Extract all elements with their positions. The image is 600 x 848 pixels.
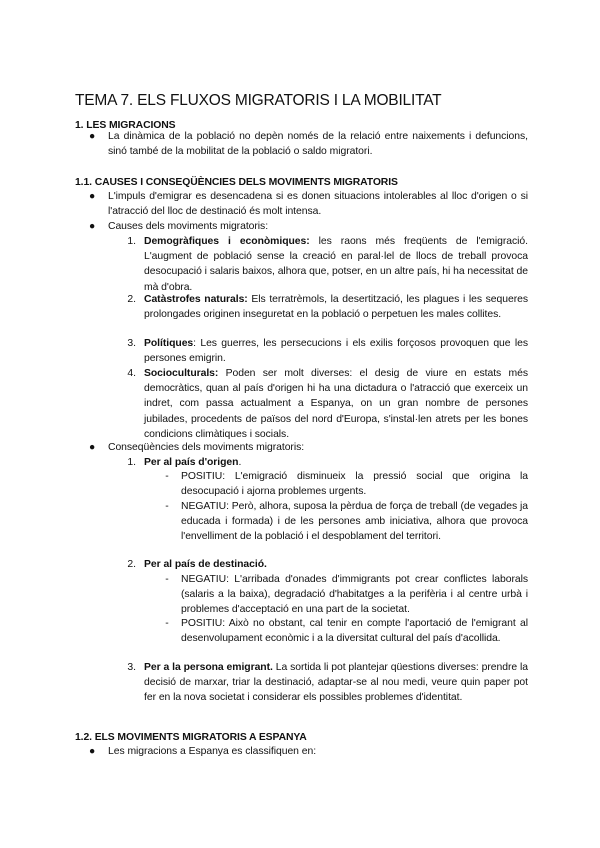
section-heading-espanya: 1.2. ELS MOVIMENTS MIGRATORIS A ESPANYA: [75, 732, 307, 743]
cause-title: Demogràfiques i econòmiques:: [144, 236, 310, 247]
consequence-title: Per al país de destinació.: [144, 559, 267, 570]
list-number: 3.: [127, 338, 136, 349]
bullet-icon: ●: [89, 746, 96, 757]
label-consequences: Conseqüències dels moviments migratoris:: [108, 442, 305, 453]
section-heading-causes: 1.1. CAUSES I CONSEQÜÈNCIES DELS MOVIMENTS MIGRATORIS: [75, 177, 398, 188]
list-number: 2.: [127, 294, 136, 305]
section-heading-migracions: 1. LES MIGRACIONS: [75, 120, 176, 131]
consequence-heading: [144, 557, 528, 572]
list-number: 1.: [127, 236, 136, 247]
paragraph-classifiquen: Les migracions a Espanya es classifiquen en:: [108, 746, 317, 757]
list-number: 2.: [127, 559, 136, 570]
dash-marker: -: [165, 501, 169, 512]
consequence-item: POSITIU: L'emigració disminueix la pressió social que origina la desocupació i ajorna problemes urgents.: [181, 471, 528, 498]
bullet-icon: ●: [89, 131, 96, 142]
list-number: 3.: [127, 662, 136, 673]
page-title: TEMA 7. ELS FLUXOS MIGRATORIS I LA MOBILITAT: [75, 92, 442, 109]
consequence-heading: [144, 455, 528, 470]
cause-title: Polítiques: [144, 338, 194, 349]
cause-item: [144, 292, 528, 322]
label-causes: Causes dels moviments migratoris:: [108, 221, 269, 232]
dash-marker: -: [165, 618, 169, 629]
cause-title: Socioculturals:: [144, 368, 219, 379]
list-number: 1.: [127, 457, 136, 468]
dash-marker: -: [165, 574, 169, 585]
bullet-icon: ●: [89, 442, 96, 453]
bullet-icon: ●: [89, 221, 96, 232]
consequence-text: La sortida li pot plantejar qüestions diverses: prendre la decisió de marxar, triar la destinació, adaptar-se al nou medi, veure quin paper pot fer en la nova societat i considerar els possibles problemes d'identitat.: [144, 662, 529, 704]
paragraph-impuls: L'impuls d'emigrar es desencadena si es donen situacions intolerables al lloc d'origen o si l'atracció del lloc de destinació és molt intensa.: [108, 191, 528, 218]
paragraph-dinamica: La dinàmica de la població no depèn només de la relació entre naixements i defuncions, sinó també de la mobilitat de la població o saldo migratori.: [108, 131, 528, 158]
cause-item: [144, 366, 528, 442]
cause-text: : Les guerres, les persecucions i els exilis forçosos provoquen que les persones emigrin.: [144, 338, 528, 365]
dash-marker: -: [165, 471, 169, 482]
consequence-tail: .: [238, 457, 242, 468]
list-number: 4.: [127, 368, 136, 379]
cause-title: Catàstrofes naturals:: [144, 294, 248, 305]
cause-item: [144, 234, 528, 295]
consequence-title: Per al país d'origen: [144, 457, 239, 468]
consequence-item: NEGATIU: Però, alhora, suposa la pèrdua de força de treball (de vegades ja educada i formada) i de les persones amb iniciativa, alhora que provoca l'envelliment de la població i el despoblament del territori.: [181, 501, 528, 543]
cause-text: les raons més freqüents de l'emigració. L'augment de població sense la creació en paral·lel de llocs de treball provoca desocupació i salaris baixos, alhora que, potser, en un altre país, hi ha necessitat de mà d'obra.: [144, 236, 528, 293]
cause-text: Els terratrèmols, la desertització, les plagues i les sequeres prolongades originen inseguretat en la població o perpetuen les males collites.: [144, 294, 529, 321]
cause-item: [144, 336, 528, 366]
bullet-icon: ●: [89, 191, 96, 202]
consequence-title: Per a la persona emigrant.: [144, 662, 273, 673]
cause-text: Poden ser molt diverses: el desig de viure en estats més democràtics, quan al país d'origen hi ha una dictadura o l'atracció que exerceix un indret, com passa actualment a Espanya, on un gran nombre de persones jubilades, procedents de països del nord d'Europa, s'instal·len atrets per les bones condicions climàtiques i socials.: [144, 368, 528, 440]
consequence-item: [144, 660, 528, 706]
consequence-item: POSITIU: Això no obstant, cal tenir en compte l'aportació de l'emigrant al desenvolupament econòmic i a la diversitat cultural del país d'acollida.: [181, 618, 528, 645]
consequence-item: NEGATIU: L'arribada d'onades d'immigrants pot crear conflictes laborals (salaris a la baixa), degradació d'habitatges a la perifèria i al centre urbà i problemes d'acceptació en una part de la societat.: [181, 574, 528, 616]
